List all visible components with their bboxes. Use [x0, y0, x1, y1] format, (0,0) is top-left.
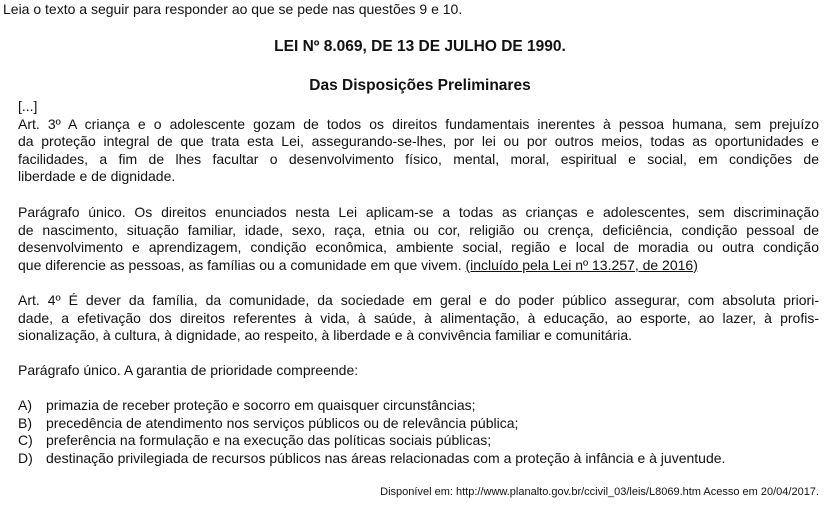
list-text: primazia de receber proteção e socorro em quaisquer circunstâncias; — [46, 397, 476, 413]
list-item — [18, 415, 819, 433]
art-3-line: liberdade e de dignidade. — [18, 168, 176, 184]
art-4-paragraph-block — [18, 362, 819, 380]
art-3-paragraph-last-line — [18, 257, 819, 275]
art-4-block — [18, 292, 819, 345]
art-4-paragraph-text: Parágrafo único. A garantia de prioridade compreende: — [18, 362, 359, 378]
intro-instruction: Leia o texto a seguir para responder ao que se pede nas questões 9 e 10. — [3, 1, 463, 17]
art-3-paragraph-text: que diferencie as pessoas, as famílias ou a comunidade em que vivem. — [18, 256, 462, 273]
art-3-paragraph-line: desenvolvimento e aprendizagem, condição econômica, ambiente social, região e local de moradia ou outra condição — [18, 239, 819, 255]
source-citation: Disponível em: http://www.planalto.gov.br/ccivil_03/leis/L8069.htm Acesso em 20/04/2017. — [380, 486, 819, 498]
list-letter: C) — [18, 432, 33, 448]
amendment-note: (incluído pela Lei nº 13.257, de 2016) — [465, 256, 698, 273]
list-item — [18, 432, 819, 450]
list-letter: D) — [18, 449, 33, 466]
list-item — [18, 397, 819, 415]
list-letter: B) — [18, 414, 32, 431]
art-3-paragraph-line: de nascimento, situação familiar, idade, sexo, raça, etnia ou cor, religião ou crença, deficiência, condição pessoal de — [18, 221, 819, 238]
ellipsis: [...] — [18, 98, 38, 114]
art-3-paragraph-line: Parágrafo único. Os direitos enunciados nesta Lei aplicam-se a todas as crianças e adolescentes, sem discriminação — [18, 204, 819, 220]
section-title: Das Disposições Preliminares — [309, 77, 531, 94]
list-text: preferência na formulação e na execução das políticas sociais públicas; — [46, 432, 492, 448]
list-letter: A) — [18, 397, 32, 413]
art-4-line: Art. 4º É dever da família, da comunidade, da sociedade em geral e do poder público assegurar, com absoluta priori- — [18, 292, 819, 308]
priority-list — [18, 397, 819, 467]
list-item — [18, 450, 819, 468]
art-3-line: facilidades, a fim de lhes facultar o desenvolvimento físico, mental, moral, espiritual e social, em condições de — [18, 150, 819, 167]
art-3-line: Art. 3º A criança e o adolescente gozam de todos os direitos fundamentais inerentes à pessoa humana, sem prejuízo — [18, 115, 819, 132]
law-title: LEI Nº 8.069, DE 13 DE JULHO DE 1990. — [274, 38, 566, 55]
list-text: precedência de atendimento nos serviços públicos ou de relevância pública; — [46, 414, 519, 431]
list-text: destinação privilegiada de recursos públicos nas áreas relacionadas com a proteção à infância e à juventude. — [46, 449, 726, 466]
art-4-line: sionalização, à cultura, à dignidade, ao respeito, à liberdade e à convivência familiar e comunitária. — [18, 327, 633, 343]
art-3-paragraph-block — [18, 204, 819, 274]
art-3-line: da proteção integral de que trata esta Lei, assegurando-se-lhes, por lei ou por outros meios, todas as oportunidades e — [18, 133, 819, 149]
art-3-block — [18, 98, 819, 186]
art-4-line: dade, a efetivação dos direitos referentes à vida, à saúde, à alimentação, à educação, ao esporte, ao lazer, à profis- — [18, 309, 819, 326]
